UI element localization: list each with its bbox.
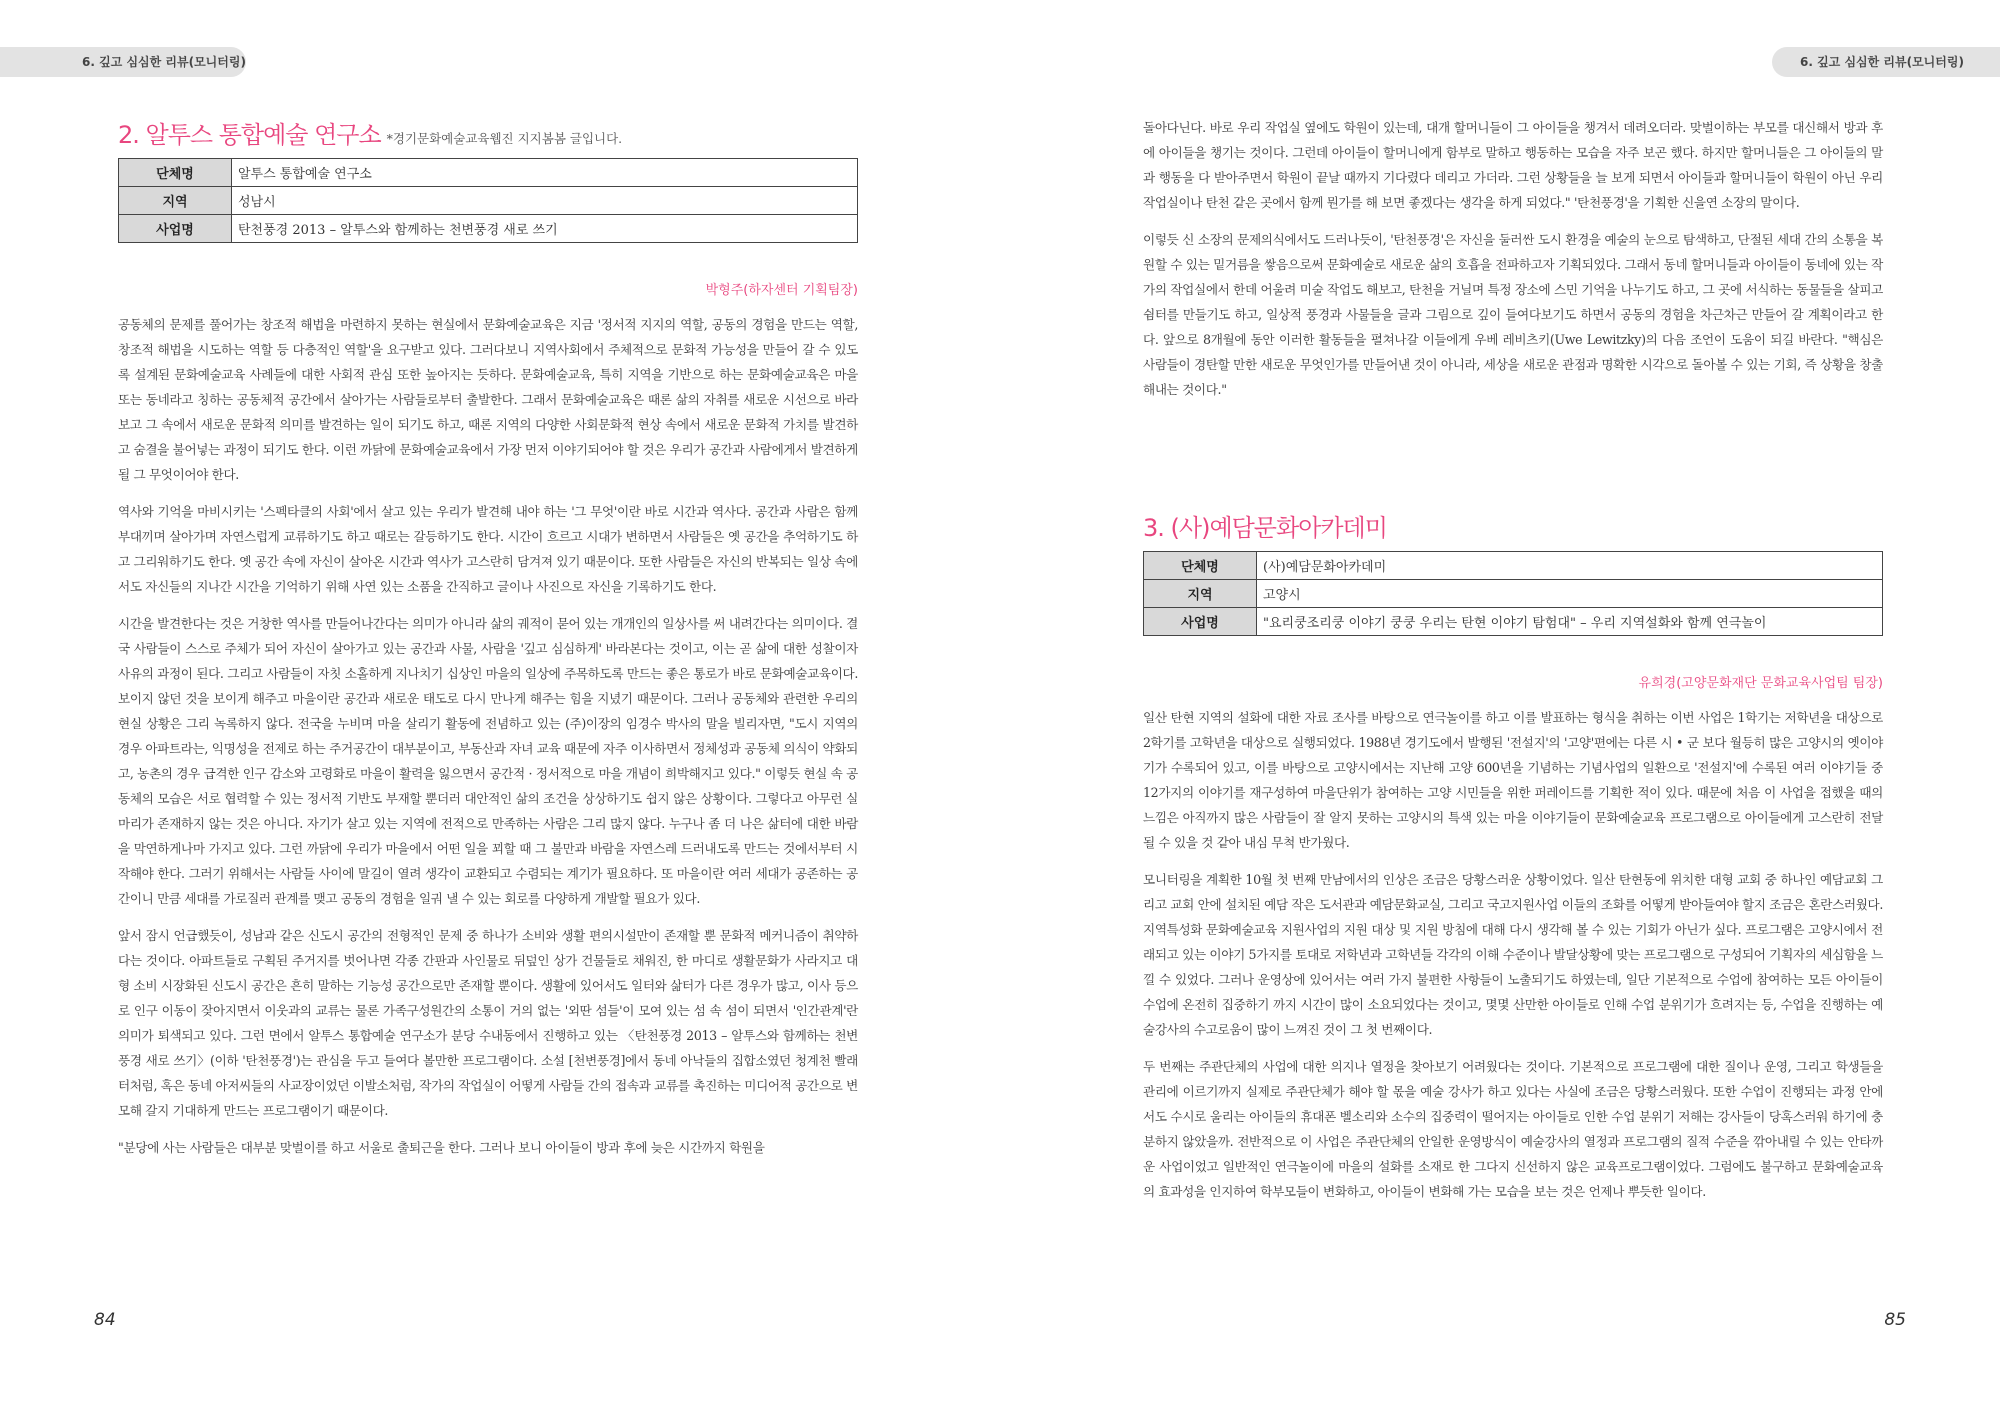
running-header: 6. 깊고 심심한 리뷰(모니터링): [1772, 47, 2000, 77]
body-paragraph: 앞서 잠시 언급했듯이, 성남과 같은 신도시 공간의 전형적인 문제 중 하나가 소비와 생활 편의시설만이 존재할 뿐 문화적 메커니즘이 취약하다는 것이다. 아파트들로 구획된 주거지를 벗어나면 각종 간판과 사인물로 뒤덮인 상가 건물들로 채워진, 한 마디로 생활문화가 사라지고 대형 소비 시장화된 신도시 공간은 흔히 말하는 기능성 공간으로만 존재할 뿐이다. 생활에 있어서도 일터와 삶터가 다른 경우가 많고, 이사 등으로 인구 이동이 잦아지면서 이웃과의 교류는 물론 가족구성원간의 소통이 거의 없는 '외딴 섬들'이 모여 있는 섬 속 섬이 되면서 '인간관계'란 의미가 퇴색되고 있다. 그런 면에서 알투스 통합예술 연구소가 분당 수내동에서 진행하고 있는 〈탄천풍경 2013 – 알투스와 함께하는 천변풍경 새로 쓰기〉(이하 '탄천풍경')는 관심을 두고 들여다 볼만한 프로그램이다. 소설 [천변풍경]에서 동네 아낙들의 집합소였던 청계천 빨래터처럼, 혹은 동네 아저씨들의 사교장이었던 이발소처럼, 작가의 작업실이 어떻게 사람들 간의 접속과 교류를 촉진하는 미디어적 공간으로 변모해 갈지 기대하게 만드는 프로그램이기 때문이다.: [118, 928, 858, 1118]
table-row: [1144, 608, 1883, 636]
author-credit: 박형주(하자센터 기획팀장): [705, 283, 858, 298]
section-title: 2. 알투스 통합예술 연구소: [118, 121, 381, 149]
section-heading: [1143, 508, 1883, 543]
table-value: "요리쿵조리쿵 이야기 쿵쿵 우리는 탄현 이야기 탐험대" – 우리 지역설화와 함께 연극놀이: [1257, 608, 1883, 636]
section-note: *경기문화예술교육웹진 지지봄봄 글입니다.: [386, 131, 623, 146]
table-value: 탄천풍경 2013 – 알투스와 함께하는 천변풍경 새로 쓰기: [232, 215, 858, 243]
table-value: 고양시: [1257, 580, 1883, 608]
body-paragraph: 공동체의 문제를 풀어가는 창조적 해법을 마련하지 못하는 현실에서 문화예술교육은 지금 '정서적 지지의 역할, 공동의 경험을 만드는 역할, 창조적 해법을 시도하는 역할 등 다층적인 역할'을 요구받고 있다. 그러다보니 지역사회에서 주체적으로 문화적 가능성을 만들어 갈 수 있도록 설계된 문화예술교육 사례들에 대한 사회적 관심 또한 높아지는 듯하다. 문화예술교육, 특히 지역을 기반으로 하는 문화예술교육은 마을 또는 동네라고 칭하는 공동체적 공간에서 살아가는 사람들로부터 출발한다. 그래서 문화예술교육은 때론 삶의 자취를 새로운 시선으로 바라보고 그 속에서 새로운 문화적 의미를 발견하는 일이 되기도 하고, 때론 지역의 다양한 사회문화적 현상 속에서 새로운 문화적 가치를 발견하고 숨결을 불어넣는 과정이 되기도 한다. 이런 까닭에 문화예술교육에서 가장 먼저 이야기되어야 할 것은 우리가 공간과 사람에게서 발견하게 될 그 무엇이어야 한다.: [118, 317, 858, 482]
left-page-content: [118, 115, 858, 1172]
table-key: 지역: [1144, 580, 1257, 608]
running-header: 6. 깊고 심심한 리뷰(모니터링): [0, 47, 246, 77]
table-key: 단체명: [119, 159, 232, 187]
body-paragraph: 시간을 발견한다는 것은 거창한 역사를 만들어나간다는 의미가 아니라 삶의 궤적이 묻어 있는 개개인의 일상사를 써 내려간다는 의미이다. 결국 사람들이 스스로 주체가 되어 자신이 살아가고 있는 공간과 사물, 사람을 '깊고 심심하게' 바라본다는 것이고, 이는 곧 삶에 대한 성찰이자 사유의 과정이 된다. 그리고 사람들이 자칫 소홀하게 지나치기 십상인 마을의 일상에 주목하도록 만드는 좋은 통로가 바로 문화예술교육이다. 보이지 않던 것을 보이게 해주고 마을이란 공간과 새로운 태도로 다시 만나게 해주는 힘을 지녔기 때문이다. 그러나 공동체와 관련한 우리의 현실 상황은 그리 녹록하지 않다. 전국을 누비며 마을 살리기 활동에 전념하고 있는 (주)이장의 임경수 박사의 말을 빌리자면, "도시 지역의 경우 아파트라는, 익명성을 전제로 하는 주거공간이 대부분이고, 부동산과 자녀 교육 때문에 자주 이사하면서 정체성과 공동체 의식이 약화되고, 농촌의 경우 급격한 인구 감소와 고령화로 마을이 활력을 잃으면서 공간적 · 정서적으로 마을 개념이 희박해지고 있다." 이렇듯 현실 속 공동체의 모습은 서로 협력할 수 있는 정서적 기반도 부재할 뿐더러 대안적인 삶의 조건을 상상하기도 쉽지 않은 상황이다. 그렇다고 아무런 실마리가 존재하지 않는 것은 아니다. 자기가 살고 있는 지역에 전적으로 만족하는 사람은 그리 많지 않다. 누구나 좀 더 나은 삶터에 대한 바람을 막연하게나마 가지고 있다. 그런 까닭에 우리가 마을에서 어떤 일을 꾀할 때 그 불만과 바람을 자연스레 드러내도록 만드는 것에서부터 시작해야 한다. 그러기 위해서는 사람들 사이에 말길이 열려 생각이 교환되고 수렴되는 계기가 필요하다. 또 마을이란 여러 세대가 공존하는 공간이니 만큼 세대를 가로질러 관계를 맺고 공동의 경험을 일궈 낼 수 있는 회로를 다양하게 개발할 필요가 있다.: [118, 616, 858, 906]
table-key: 지역: [119, 187, 232, 215]
right-page: [1000, 0, 2000, 1413]
body-paragraph: 이렇듯 신 소장의 문제의식에서도 드러나듯이, '탄천풍경'은 자신을 둘러싼 도시 환경을 예술의 눈으로 탐색하고, 단절된 세대 간의 소통을 복원할 수 있는 밑거름을 쌓음으로써 문화예술로 새로운 삶의 호흡을 전파하고자 기획되었다. 그래서 동네 할머니들과 아이들이 동네에 있는 작가의 작업실에서 한데 어울려 미술 작업도 해보고, 탄천을 거닐며 특정 장소에 스민 기억을 나누기도 하고, 그 곳에 서식하는 동물들을 살피고 쉼터를 만들기도 하고, 일상적 풍경과 사물들을 글과 그림으로 깊이 들여다보기도 하면서 공동의 경험을 차근차근 만들어 갈 계획이라고 한다. 앞으로 8개월에 동안 이러한 활동들을 펼쳐나갈 이들에게 우베 레비츠키(Uwe Lewitzky)의 다음 조언이 도움이 되길 바란다. "핵심은 사람들이 경탄할 만한 새로운 무엇인가를 만들어낸 것이 아니라, 세상을 새로운 관점과 명확한 시각으로 돌아볼 수 있는 기회, 즉 상황을 창출해내는 것이다.": [1143, 232, 1883, 397]
table-key: 사업명: [119, 215, 232, 243]
table-row: [119, 187, 858, 215]
table-row: [119, 159, 858, 187]
body-paragraph: 두 번째는 주관단체의 사업에 대한 의지나 열정을 찾아보기 어려웠다는 것이다. 기본적으로 프로그램에 대한 질이나 운영, 그리고 학생들을 관리에 이르기까지 실제로 주관단체가 해야 할 몫을 예술 강사가 하고 있다는 사실에 조금은 당황스러웠다. 또한 수업이 진행되는 과정 안에서도 수시로 울리는 아이들의 휴대폰 벨소리와 소수의 집중력이 떨어지는 아이들로 인한 수업 분위기 저해는 강사들이 당혹스러워 하기에 충분하지 않았을까. 전반적으로 이 사업은 주관단체의 안일한 운영방식이 예술강사의 열정과 프로그램의 질적 수준을 깎아내릴 수 있는 안타까운 사업이었고 일반적인 연극놀이에 마을의 설화를 소재로 한 그다지 신선하지 않은 교육프로그램이었다. 그럼에도 불구하고 문화예술교육의 효과성을 인지하여 학부모들이 변화하고, 아이들이 변화해 가는 모습을 보는 것은 언제나 뿌듯한 일이다.: [1143, 1059, 1883, 1199]
table-key: 사업명: [1144, 608, 1257, 636]
organization-info-table: [1143, 551, 1883, 636]
body-paragraph: 일산 탄현 지역의 설화에 대한 자료 조사를 바탕으로 연극놀이를 하고 이를 발표하는 형식을 취하는 이번 사업은 1학기는 저학년을 대상으로 2학기를 고학년을 대상으로 실행되었다. 1988년 경기도에서 발행된 '전설지'의 '고양'편에는 다른 시 • 군 보다 월등히 많은 고양시의 옛이야기가 수록되어 있고, 이를 바탕으로 고양시에서는 지난해 고양 600년을 기념하는 기념사업의 일환으로 '전설지'에 수록된 여러 이야기들 중 12가지의 이야기를 재구성하여 마을단위가 참여하는 고양 시민들을 위한 퍼레이드를 기획한 적이 있다. 때문에 처음 이 사업을 접했을 때의 느낌은 아직까지 많은 사람들이 잘 알지 못하는 고양시의 특색 있는 마을 이야기들이 문화예술교육 프로그램으로 아이들에게 고스란히 전달될 수 있을 것 같아 내심 무척 반가웠다.: [1143, 710, 1883, 850]
author-credit: 유희경(고양문화재단 문화교육사업팀 팀장): [1638, 676, 1883, 691]
table-value: 성남시: [232, 187, 858, 215]
section-spacer: [1143, 414, 1883, 508]
body-paragraph: 역사와 기억을 마비시키는 '스펙타클의 사회'에서 살고 있는 우리가 발견해 내야 하는 '그 무엇'이란 바로 시간과 역사다. 공간과 사람은 함께 부대끼며 살아가며 자연스럽게 교류하기도 하고 때로는 갈등하기도 한다. 시간이 흐르고 시대가 변하면서 사람들은 옛 공간을 추억하기도 하고 그리워하기도 한다. 옛 공간 속에 자신이 살아온 시간과 역사가 고스란히 담겨져 있기 때문이다. 또한 사람들은 자신의 반복되는 일상 속에서도 자신들의 지나간 시간을 기억하기 위해 사연 있는 소품을 간직하고 글이나 사진으로 자신을 기록하기도 한다.: [118, 504, 858, 594]
body-paragraph: 모니터링을 계획한 10월 첫 번째 만남에서의 인상은 조금은 당황스러운 상황이었다. 일산 탄현동에 위치한 대형 교회 중 하나인 예담교회 그리고 교회 안에 설치된 예담 작은 도서관과 예담문화교실, 그리고 국고지원사업 이들의 조화를 어떻게 받아들여야 할지 조금은 혼란스러웠다. 지역특성화 문화예술교육 지원사업의 지원 대상 및 지원 방침에 대해 다시 생각해 볼 수 있는 기회가 아닌가 싶다. 프로그램은 고양시에서 전래되고 있는 이야기 5가지를 토대로 저학년과 고학년들 각각의 이해 수준이나 발달상황에 맞는 프로그램으로 구성되어 기획자의 세심함을 느낄 수 있었다. 그러나 운영상에 있어서는 여러 가지 불편한 사항들이 노출되기도 하였는데, 일단 기본적으로 수업에 참여하는 모든 아이들이 수업에 온전히 집중하기 까지 시간이 많이 소요되었다는 것이고, 몇몇 산만한 아이들로 인해 수업 분위기가 흐려지는 등, 수업을 진행하는 예술강사의 수고로움이 많이 느껴진 것이 그 첫 번째이다.: [1143, 872, 1883, 1037]
section-heading: [118, 115, 858, 150]
table-value: 알투스 통합예술 연구소: [232, 159, 858, 187]
table-key: 단체명: [1144, 552, 1257, 580]
page-number: 84: [94, 1310, 116, 1330]
section-title: 3. (사)예담문화아카데미: [1143, 514, 1387, 542]
table-row: [1144, 580, 1883, 608]
body-paragraph: 돌아다닌다. 바로 우리 작업실 옆에도 학원이 있는데, 대개 할머니들이 그 아이들을 챙겨서 데려오더라. 맞벌이하는 부모를 대신해서 방과 후에 아이들을 챙기는 것이다. 그런데 아이들이 할머니에게 함부로 말하고 행동하는 모습을 자주 보곤 했다. 하지만 할머니들은 그 아이들의 말과 행동을 다 받아주면서 학원이 끝날 때까지 기다렸다 데리고 가더라. 그런 상황들을 늘 보게 되면서 아이들과 할머니들이 학원이 아닌 우리 작업실이나 탄천 같은 곳에서 함께 뭔가를 해 보면 좋겠다는 생각을 하게 되었다." '탄천풍경'을 기획한 신을연 소장의 말이다.: [1143, 120, 1883, 210]
page-number: 85: [1884, 1310, 1906, 1330]
table-row: [119, 215, 858, 243]
organization-info-table: [118, 158, 858, 243]
body-paragraph: "분당에 사는 사람들은 대부분 맞벌이를 하고 서울로 출퇴근을 한다. 그러나 보니 아이들이 방과 후에 늦은 시간까지 학원을: [118, 1140, 765, 1155]
table-value: (사)예담문화아카데미: [1257, 552, 1883, 580]
right-page-content: [1143, 115, 1883, 1216]
table-row: [1144, 552, 1883, 580]
